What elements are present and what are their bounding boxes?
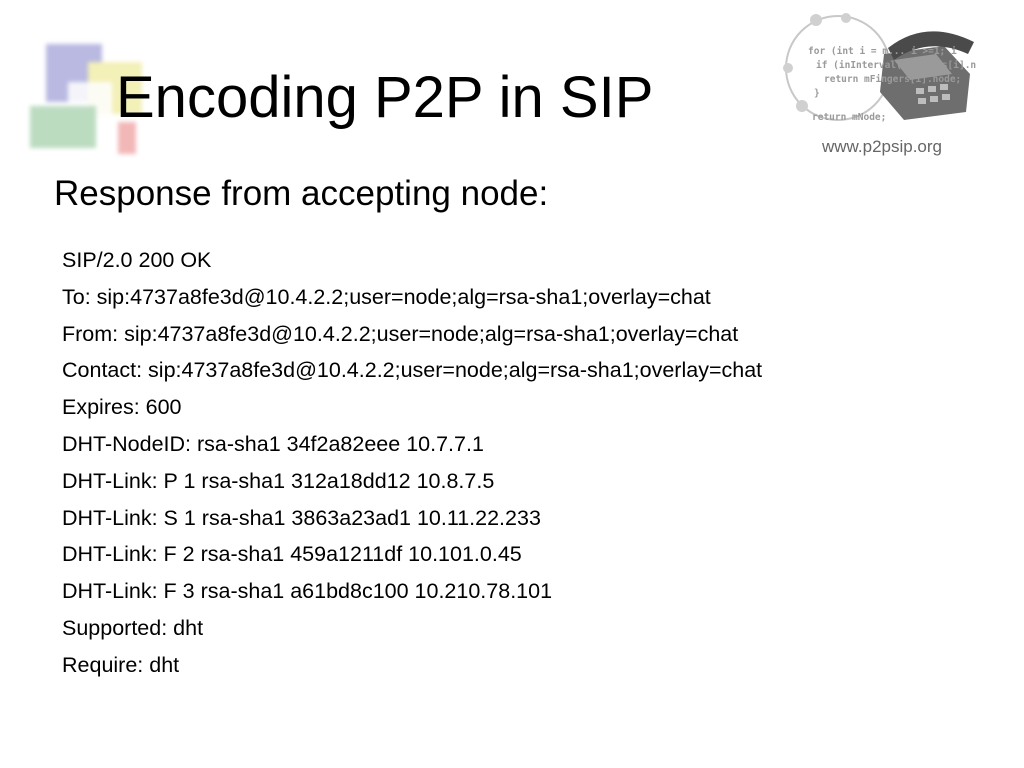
sip-message-line: From: sip:4737a8fe3d@10.4.2.2;user=node;alg=rsa-sha1;overlay=chat [62,321,739,346]
sip-message-line: DHT-Link: F 3 rsa-sha1 a61bd8c100 10.210.78.101 [62,579,553,604]
sip-message-line: Contact: sip:4737a8fe3d@10.4.2.2;user=node;alg=rsa-sha1;overlay=chat [62,358,763,383]
sip-message-line: DHT-Link: F 2 rsa-sha1 459a1211df 10.101.0.45 [62,542,522,567]
sip-message-line: Expires: 600 [62,395,182,420]
sip-message-line: Require: dht [62,652,180,677]
logo-url: www.p2psip.org [822,137,943,156]
sip-message-line: DHT-Link: P 1 rsa-sha1 312a18dd12 10.8.7.5 [62,468,495,493]
ring-node [796,100,808,112]
logo-code-line: } [814,88,820,99]
logo-code-line: return mNode; [812,112,887,123]
ring-node [783,63,793,73]
logo-code-line: if (inInterval(mFingers[i].n [816,60,977,71]
green-square [30,106,96,148]
slide-title: Encoding P2P in SIP [116,65,654,130]
sip-message-line: To: sip:4737a8fe3d@10.4.2.2;user=node;alg=rsa-sha1;overlay=chat [62,284,711,309]
sip-message-line: DHT-Link: S 1 rsa-sha1 3863a23ad1 10.11.22.233 [62,505,541,530]
sip-message-line: SIP/2.0 200 OK [62,248,212,272]
ring-node [810,14,822,26]
logo-code-line: return mFingers[i].node; [824,74,962,85]
logo-code-line: for (int i = m... i >=1; i [808,46,957,57]
sip-message-line: Supported: dht [62,615,204,640]
p2psip-logo [776,8,1012,136]
slide-subtitle: Response from accepting node: [54,174,549,213]
ring-node [841,13,851,23]
sip-message [62,242,762,684]
sip-message-line: DHT-NodeID: rsa-sha1 34f2a82eee 10.7.7.1 [62,431,484,456]
